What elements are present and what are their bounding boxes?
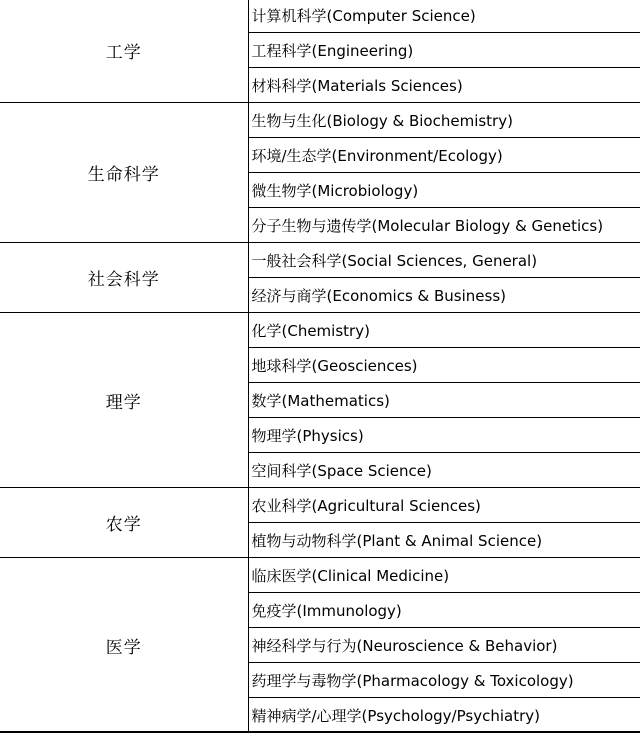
subject-cell: 经济与商学(Economics & Business) xyxy=(248,278,640,313)
category-engineering: 工学 xyxy=(0,0,248,103)
subject-cell: 工程科学(Engineering) xyxy=(248,33,640,68)
subject-cell: 分子生物与遗传学(Molecular Biology & Genetics) xyxy=(248,208,640,243)
subject-cell: 生物与生化(Biology & Biochemistry) xyxy=(248,103,640,138)
subject-cell: 化学(Chemistry) xyxy=(248,313,640,348)
subject-cell: 一般社会科学(Social Sciences, General) xyxy=(248,243,640,278)
subject-cell: 免疫学(Immunology) xyxy=(248,593,640,628)
subject-cell: 植物与动物科学(Plant & Animal Science) xyxy=(248,523,640,558)
table-row xyxy=(0,313,640,348)
subject-cell: 农业科学(Agricultural Sciences) xyxy=(248,488,640,523)
table-row xyxy=(0,243,640,278)
subject-cell: 材料科学(Materials Sciences) xyxy=(248,68,640,103)
category-agriculture: 农学 xyxy=(0,488,248,558)
subject-cell: 物理学(Physics) xyxy=(248,418,640,453)
subject-cell: 精神病学/心理学(Psychology/Psychiatry) xyxy=(248,698,640,733)
category-social-sciences: 社会科学 xyxy=(0,243,248,313)
category-life-sciences: 生命科学 xyxy=(0,103,248,243)
subject-cell: 药理学与毒物学(Pharmacology & Toxicology) xyxy=(248,663,640,698)
subject-cell: 微生物学(Microbiology) xyxy=(248,173,640,208)
table-row xyxy=(0,558,640,593)
subject-cell: 空间科学(Space Science) xyxy=(248,453,640,488)
subject-cell: 环境/生态学(Environment/Ecology) xyxy=(248,138,640,173)
category-medicine: 医学 xyxy=(0,558,248,733)
subject-cell: 地球科学(Geosciences) xyxy=(248,348,640,383)
table-row xyxy=(0,0,640,33)
subject-cell: 计算机科学(Computer Science) xyxy=(248,0,640,33)
table-row xyxy=(0,103,640,138)
subject-cell: 临床医学(Clinical Medicine) xyxy=(248,558,640,593)
table-row xyxy=(0,488,640,523)
subject-cell: 数学(Mathematics) xyxy=(248,383,640,418)
category-science: 理学 xyxy=(0,313,248,488)
subject-cell: 神经科学与行为(Neuroscience & Behavior) xyxy=(248,628,640,663)
table-bottom-border xyxy=(0,731,640,732)
